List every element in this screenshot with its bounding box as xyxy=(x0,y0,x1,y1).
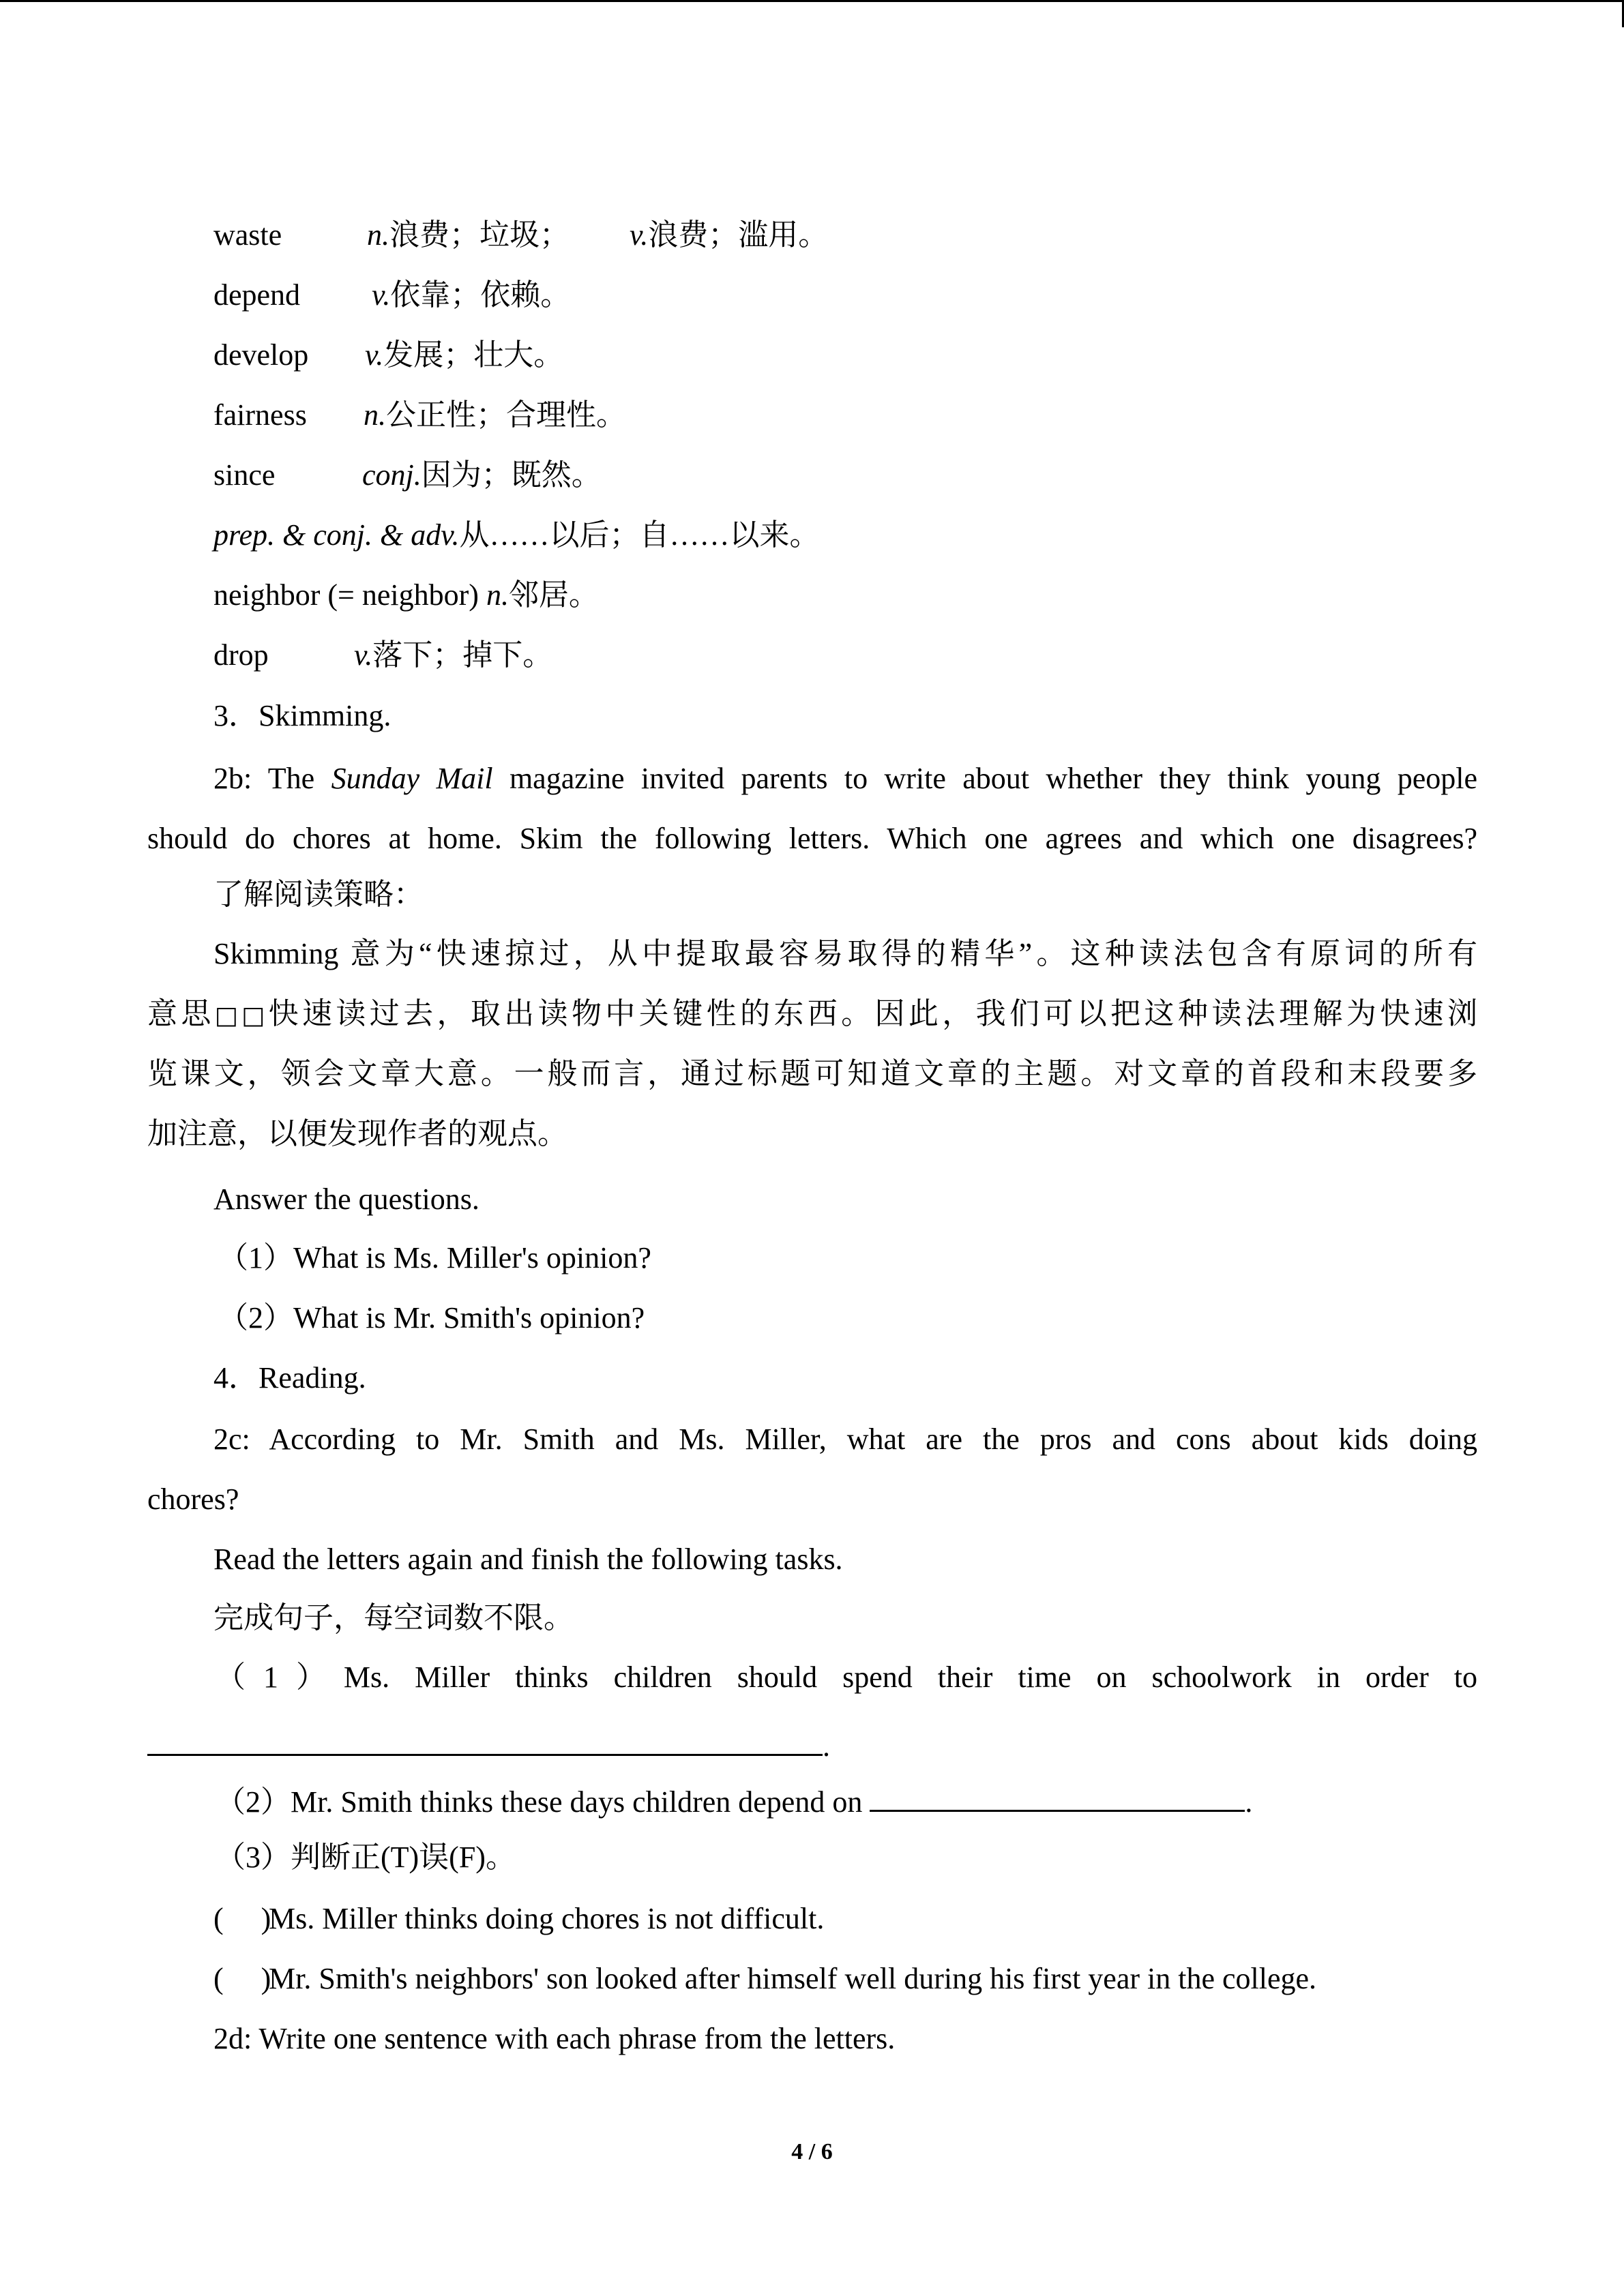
sentence-1: （1）Ms. Miller thinks children should spend their time on schoolwork in order to xyxy=(216,1660,1477,1694)
vocab-def: 浪费；垃圾； xyxy=(389,218,570,252)
vocab-def: 发展；壮大。 xyxy=(383,338,564,372)
vocab-neighbor xyxy=(213,580,599,610)
vocab-pos: prep. & conj. & adv. xyxy=(213,518,460,552)
vocab-word: drop xyxy=(213,638,269,672)
section-heading-reading: 4．Reading. xyxy=(213,1361,366,1395)
vocab-word: waste xyxy=(213,218,282,252)
vocab-fairness xyxy=(213,400,626,430)
sentence-3: （3）判断正(T)误(F)。 xyxy=(216,1840,516,1874)
sentence-1-blank-line xyxy=(147,1727,830,1761)
task-2d: 2d: Write one sentence with each phrase from the letters. xyxy=(213,2022,896,2055)
vocab-def-2: 浪费；滥用。 xyxy=(648,218,829,252)
strategy-title: 了解阅读策略： xyxy=(213,878,424,911)
vocab-word: develop xyxy=(213,338,309,372)
vocab-depend xyxy=(213,280,570,310)
strategy-line4: 加注意，以便发现作者的观点。 xyxy=(147,1117,567,1150)
vocab-pos: n. xyxy=(364,398,386,432)
vocab-def: 依靠；依赖。 xyxy=(390,278,571,312)
strategy-line2-post: 快速读过去，取出读物中关键性的东西。因此，我们可以把这种读法理解为快速浏 xyxy=(268,997,1478,1030)
task-2b-line1 xyxy=(213,764,1477,794)
vocab-waste xyxy=(213,220,828,250)
task-2b-line2: should do chores at home. Skim the following letters. Which one agrees and which one disagrees? xyxy=(147,822,1477,855)
question-1: （1）What is Ms. Miller's opinion? xyxy=(218,1241,651,1274)
vocab-def: 邻居。 xyxy=(508,578,599,612)
task-2c-instruction: Read the letters again and finish the following tasks. xyxy=(213,1542,843,1576)
vocab-pos: v. xyxy=(365,338,384,372)
sentence-2-blank[interactable] xyxy=(870,1783,1245,1812)
vocab-word: depend xyxy=(213,278,301,312)
vocab-pos: conj. xyxy=(362,458,422,492)
vocab-pos: n. xyxy=(367,218,389,252)
sentence-2-end: . xyxy=(1245,1785,1253,1819)
strategy-line2-pre: 意思 xyxy=(147,997,215,1030)
vocab-drop xyxy=(213,640,552,670)
page-number: 4 / 6 xyxy=(791,2139,833,2164)
sentence-2 xyxy=(216,1783,1252,1817)
vocab-def: 落下；掉下。 xyxy=(372,638,553,672)
task-2c-line1: 2c: According to Mr. Smith and Ms. Miller, what are the pros and cons about kids doing xyxy=(213,1422,1477,1456)
complete-sentences-title: 完成句子，每空词数不限。 xyxy=(213,1601,574,1635)
task-2b-post: magazine invited parents to write about whether they think young people xyxy=(492,762,1477,795)
true-false-1 xyxy=(213,1904,824,1934)
vocab-since xyxy=(213,460,602,490)
sentence-1-blank[interactable] xyxy=(147,1727,823,1756)
vocab-word: neighbor (= neighbor) xyxy=(213,578,479,612)
vocab-since-2 xyxy=(213,520,820,550)
missing-glyph-squares: □□ xyxy=(214,1002,269,1030)
vocab-pos: v. xyxy=(354,638,373,672)
questions-intro: Answer the questions. xyxy=(213,1182,479,1216)
true-false-2-text: Mr. Smith's neighbors' son looked after himself well during his first year in the college. xyxy=(269,1962,1317,1995)
question-2: （2）What is Mr. Smith's opinion? xyxy=(218,1301,645,1335)
answer-bracket[interactable]: ( ) xyxy=(213,1962,271,1995)
sentence-1-end: . xyxy=(823,1729,830,1763)
vocab-def: 公正性；合理性。 xyxy=(386,398,626,432)
vocab-def: 从……以后；自……以来。 xyxy=(459,518,820,552)
answer-bracket[interactable]: ( ) xyxy=(213,1902,271,1935)
true-false-1-text: Ms. Miller thinks doing chores is not difficult. xyxy=(269,1902,825,1935)
vocab-word: fairness xyxy=(213,398,307,432)
vocab-pos: v. xyxy=(372,278,391,312)
strategy-line2 xyxy=(147,999,1477,1029)
task-2c-line2: chores? xyxy=(147,1482,239,1516)
sentence-2-text: （2）Mr. Smith thinks these days children depend on xyxy=(216,1785,863,1819)
section-heading-skimming: 3．Skimming. xyxy=(213,699,392,732)
strategy-line3: 览课文，领会文章大意。一般而言，通过标题可知道文章的主题。对文章的首段和末段要多 xyxy=(147,1057,1477,1090)
vocab-pos: n. xyxy=(486,578,509,612)
vocab-word: since xyxy=(213,458,276,492)
vocab-def: 因为；既然。 xyxy=(421,458,602,492)
strategy-line1: Skimming 意为“快速掠过，从中提取最容易取得的精华”。这种读法包含有原词的所有 xyxy=(213,937,1477,970)
magazine-title: Sunday Mail xyxy=(331,762,493,795)
vocab-pos-2: v. xyxy=(630,218,649,252)
vocab-develop xyxy=(213,340,563,370)
true-false-2 xyxy=(213,1964,1316,1994)
page-top-border xyxy=(0,0,1624,2)
task-2b-pre: 2b: The xyxy=(213,762,331,795)
